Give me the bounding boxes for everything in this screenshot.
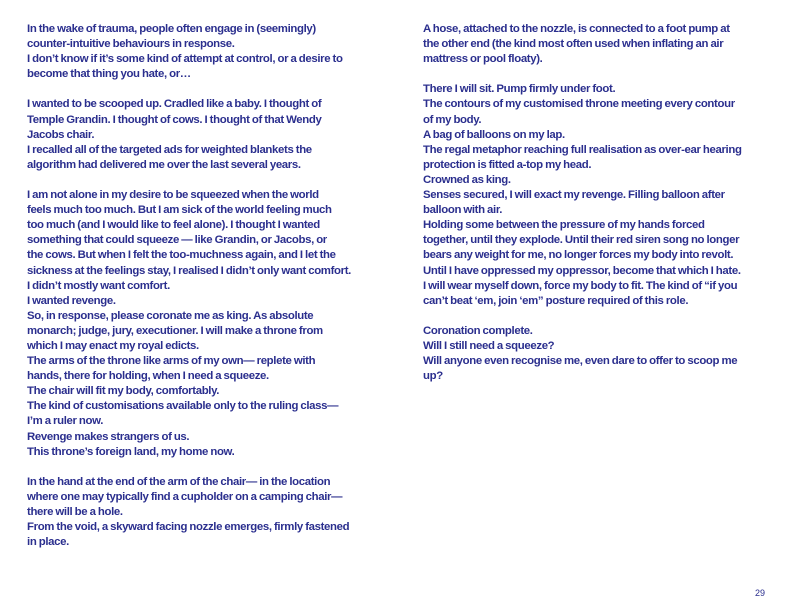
text-line: The regal metaphor reaching full realisation as over-ear hearing — [423, 143, 742, 156]
text-line: hands, there for holding, when I need a squeeze. — [27, 370, 269, 383]
paragraph-scooped-up — [27, 97, 377, 172]
paragraph-coronation-complete — [423, 324, 768, 384]
text-line: Until I have oppressed my oppressor, become that which I hate. — [423, 264, 741, 277]
text-line: I am not alone in my desire to be squeezed when the world — [27, 189, 319, 202]
text-line: A hose, attached to the nozzle, is connected to a foot pump at — [423, 23, 730, 35]
text-line: of my body. — [423, 113, 482, 126]
text-line: The kind of customisations available only to the ruling class— — [27, 400, 339, 413]
paragraph-there-i-will-sit — [423, 82, 768, 308]
text-line: the cows. But when I felt the too-muchness again, and I let the — [27, 249, 336, 262]
text-line: The chair will fit my body, comfortably. — [27, 385, 220, 398]
paragraph-trauma — [27, 22, 377, 82]
text-line: Holding some between the pressure of my hands forced — [423, 219, 705, 232]
text-line: In the wake of trauma, people often engage in (seemingly) — [27, 23, 316, 35]
text-line: I don’t know if it’s some kind of attempt at control, or a desire to — [27, 53, 343, 66]
page-number: 29 — [754, 588, 765, 598]
text-line: algorithm had delivered me over the last several years. — [27, 158, 301, 171]
text-line: This throne’s foreign land, my home now. — [27, 445, 235, 458]
text-line: Will I still need a squeeze? — [423, 339, 555, 352]
text-line: Jacobs chair. — [27, 128, 95, 141]
text-line: I didn’t mostly want comfort. — [27, 279, 170, 292]
text-line: I’m a ruler now. — [27, 415, 104, 428]
paragraph-hand-at-end — [27, 475, 377, 550]
text-line: bears any weight for me, no longer forces my body into revolt. — [423, 249, 734, 262]
text-line: Revenge makes strangers of us. — [27, 430, 190, 443]
paragraph-not-alone — [27, 188, 377, 460]
text-line: From the void, a skyward facing nozzle emerges, firmly fastened — [27, 521, 350, 534]
text-line: Crowned as king. — [423, 173, 511, 186]
text-line: which I may enact my royal edicts. — [27, 339, 199, 352]
text-line: I will wear myself down, force my body to fit. The kind of “if you — [423, 279, 738, 292]
text-line: there will be a hole. — [27, 506, 123, 518]
paragraph-hose — [423, 22, 768, 67]
text-line: I recalled all of the targeted ads for weighted blankets the — [27, 143, 312, 156]
text-line: monarch; judge, jury, executioner. I will make a throne from — [27, 324, 323, 337]
text-line: together, until they explode. Until their red siren song no longer — [423, 234, 740, 247]
text-line: There I will sit. Pump firmly under foot. — [423, 83, 616, 96]
right-column — [423, 22, 768, 399]
text-line: can’t beat ‘em, join ‘em” posture required of this role. — [423, 294, 689, 307]
text-line: Senses secured, I will exact my revenge. Filling balloon after — [423, 189, 725, 202]
text-line: Temple Grandin. I thought of cows. I thought of that Wendy — [27, 113, 322, 126]
text-line: So, in response, please coronate me as king. As absolute — [27, 309, 314, 322]
text-line: A bag of balloons on my lap. — [423, 128, 565, 141]
text-line: become that thing you hate, or… — [27, 68, 191, 81]
text-line: where one may typically find a cupholder on a camping chair— — [27, 490, 343, 503]
text-line: Coronation complete. — [423, 324, 533, 337]
left-column — [27, 22, 377, 565]
text-line: sickness at the feelings stay, I realised I didn’t only want comfort. — [27, 264, 351, 277]
text-line: In the hand at the end of the arm of the chair— in the location — [27, 475, 331, 488]
text-line: protection is fitted a-top my head. — [423, 158, 592, 171]
text-line: Will anyone even recognise me, even dare to offer to scoop me — [423, 355, 738, 368]
text-line: the other end (the kind most often used when inflating an air — [423, 38, 724, 51]
text-line: The arms of the throne like arms of my own— replete with — [27, 355, 316, 368]
text-line: something that could squeeze — like Grandin, or Jacobs, or — [27, 234, 327, 247]
text-line: The contours of my customised throne meeting every contour — [423, 98, 735, 111]
text-line: in place. — [27, 536, 69, 549]
text-line: too much (and I would like to feel alone). I thought I wanted — [27, 219, 320, 232]
text-line: I wanted to be scooped up. Cradled like a baby. I thought of — [27, 98, 322, 111]
text-line: counter-intuitive behaviours in response. — [27, 38, 235, 51]
text-line: balloon with air. — [423, 204, 503, 217]
text-line: mattress or pool floaty). — [423, 53, 543, 66]
text-line: I wanted revenge. — [27, 294, 116, 307]
text-line: feels much too much. But I am sick of the world feeling much — [27, 204, 332, 217]
text-line: up? — [423, 370, 443, 383]
